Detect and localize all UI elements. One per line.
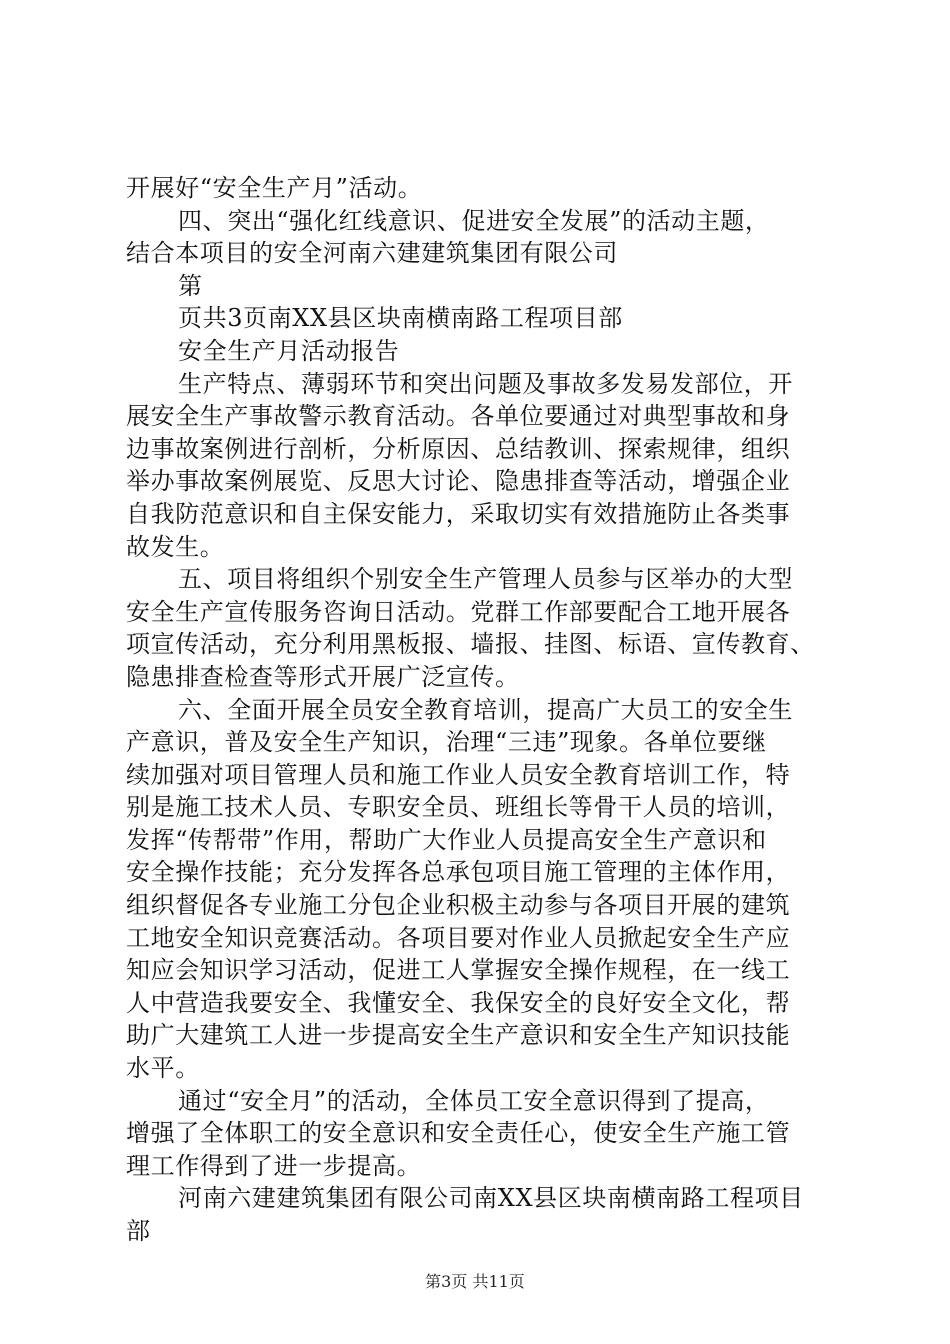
text-line: 别是施工技术人员、专职安全员、班组长等骨干人员的培训，	[126, 793, 791, 822]
page-footer: 第3页 共11页	[425, 1272, 525, 1291]
text-line: 结合本项目的安全河南六建建筑集团有限公司	[126, 239, 618, 268]
text-line: 续加强对项目管理人员和施工作业人员安全教育培训工作，特	[126, 760, 791, 789]
text-line: 增强了全体职工的安全意识和安全责任心，使安全生产施工管	[126, 1119, 791, 1148]
document-body	[126, 172, 826, 1248]
text-line: 水平。	[126, 1054, 200, 1083]
text-line: 工地安全知识竞赛活动。各项目要对作业人员掀起安全生产应	[126, 923, 791, 952]
text-line: 河南六建建筑集团有限公司南XX县区块南横南路工程项目	[178, 1184, 804, 1213]
text-line: 页共3页南XX县区块南横南路工程项目部	[178, 304, 623, 333]
text-line: 通过“安全月”的活动，全体员工安全意识得到了提高，	[178, 1086, 770, 1115]
text-line: 发挥“传帮带”作用，帮助广大作业人员提高安全生产意识和	[126, 825, 767, 854]
text-line: 安全操作技能；充分发挥各总承包项目施工管理的主体作用，	[126, 858, 791, 887]
text-line: 项宣传活动，充分利用黑板报、墙报、挂图、标语、宣传教育、	[126, 630, 815, 659]
text-line: 自我防范意识和自主保安能力，采取切实有效措施防止各类事	[126, 499, 791, 528]
text-line: 部	[126, 1217, 151, 1245]
text-line: 人中营造我要安全、我懂安全、我保安全的良好安全文化，帮	[126, 988, 791, 1017]
text-line: 助广大建筑工人进一步提高安全生产意识和安全生产知识技能	[126, 1021, 791, 1050]
text-line: 知应会知识学习活动，促进工人掌握安全操作规程，在一线工	[126, 956, 791, 985]
text-line: 边事故案例进行剖析，分析原因、总结教训、探索规律，组织	[126, 434, 791, 463]
text-line: 隐患排查检查等形式开展广泛宣传。	[126, 662, 520, 691]
text-line: 安全生产宣传服务咨询日活动。党群工作部要配合工地开展各	[126, 597, 791, 626]
text-line: 举办事故案例展览、反思大讨论、隐患排查等活动，增强企业	[126, 467, 791, 496]
text-line: 安全生产月活动报告	[178, 336, 400, 365]
text-line: 理工作得到了进一步提高。	[126, 1151, 422, 1180]
text-line: 第	[178, 271, 203, 300]
text-line: 故发生。	[126, 532, 225, 561]
text-line: 六、全面开展全员安全教育培训，提高广大员工的安全生	[178, 695, 793, 724]
text-line: 开展好“安全生产月”活动。	[126, 174, 423, 202]
text-line: 四、突出“强化红线意识、促进安全发展”的活动主题，	[178, 206, 770, 235]
text-line: 产意识，普及安全生产知识，治理“三违”现象。各单位要继	[126, 728, 767, 757]
text-line: 五、项目将组织个别安全生产管理人员参与区举办的大型	[178, 565, 793, 594]
text-line: 生产特点、薄弱环节和突出问题及事故多发易发部位，开	[178, 369, 793, 398]
text-line: 展安全生产事故警示教育活动。各单位要通过对典型事故和身	[126, 402, 791, 431]
text-line: 组织督促各专业施工分包企业积极主动参与各项目开展的建筑	[126, 891, 791, 920]
